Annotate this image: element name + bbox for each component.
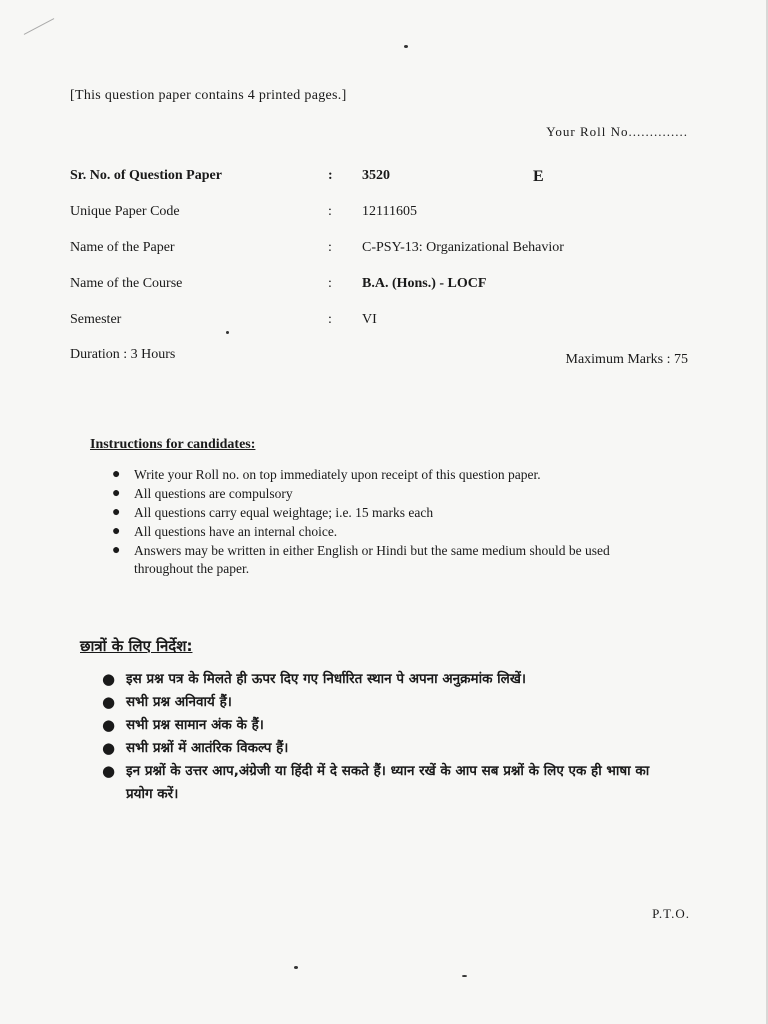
instruction-text: All questions have an internal choice. xyxy=(134,524,338,539)
duration: Duration : 3 Hours xyxy=(70,347,176,362)
list-item xyxy=(100,714,680,737)
instructions-list xyxy=(110,466,670,579)
detail-value: B.A. (Hons.) - LOCF xyxy=(362,276,487,291)
detail-label: Name of the Course xyxy=(70,276,183,291)
list-item xyxy=(100,691,680,714)
detail-label: Unique Paper Code xyxy=(70,204,180,219)
pen-mark xyxy=(24,18,54,35)
detail-row-semester xyxy=(70,312,710,332)
list-item xyxy=(110,504,670,522)
bullet-icon: ● xyxy=(112,467,121,482)
list-item xyxy=(110,485,670,503)
instruction-text: All questions are compulsory xyxy=(134,486,293,501)
detail-separator: : xyxy=(328,276,332,291)
hindi-instructions-list xyxy=(100,668,680,806)
hindi-instruction-text: इस प्रश्न पत्र के मिलते ही ऊपर दिए गए निर्धारित स्थान पे अपना अनुक्रमांक लिखें। xyxy=(126,671,526,687)
bullet-icon: ● xyxy=(102,693,116,711)
hindi-instruction-text: सभी प्रश्नों में आतंरिक विकल्प हैं। xyxy=(126,740,289,756)
list-item xyxy=(110,523,670,541)
hindi-instruction-text: इन प्रश्नों के उत्तर आप,अंग्रेजी या हिंदी में दे सकते हैं। ध्यान रखें के आप सब प्रश्नों के लिए एक ही भाषा का प्रयोग करें। xyxy=(126,763,650,802)
list-item xyxy=(110,466,670,484)
detail-value: C-PSY-13: Organizational Behavior xyxy=(362,240,564,255)
list-item xyxy=(100,760,680,806)
detail-separator: : xyxy=(328,240,332,255)
speck xyxy=(462,975,467,977)
detail-label: Name of the Paper xyxy=(70,240,175,255)
max-marks: Maximum Marks : 75 xyxy=(565,352,688,367)
bullet-icon: ● xyxy=(102,670,116,688)
header-note: [This question paper contains 4 printed pages.] xyxy=(70,88,347,103)
detail-row-paper-code xyxy=(70,204,710,224)
set-code: E xyxy=(533,168,544,185)
hindi-instruction-text: सभी प्रश्न सामान अंक के हैं। xyxy=(126,717,264,733)
instruction-text: All questions carry equal weightage; i.e. 15 marks each xyxy=(134,505,434,520)
detail-value: VI xyxy=(362,312,377,327)
hindi-instruction-text: सभी प्रश्न अनिवार्य हैं। xyxy=(126,694,232,710)
detail-row-course xyxy=(70,276,710,296)
detail-label: Sr. No. of Question Paper xyxy=(70,168,222,183)
detail-label: Semester xyxy=(70,312,122,327)
hindi-instructions-heading: छात्रों के लिए निर्देश: xyxy=(80,637,193,655)
roll-no-field: Your Roll No.............. xyxy=(546,124,688,139)
bullet-icon: ● xyxy=(112,505,121,520)
speck xyxy=(294,966,298,969)
bullet-icon: ● xyxy=(112,486,121,501)
list-item xyxy=(100,737,680,760)
detail-value: 3520 xyxy=(362,168,390,183)
bullet-icon: ● xyxy=(102,716,116,734)
list-item xyxy=(100,668,680,691)
detail-separator: : xyxy=(328,168,333,183)
bullet-icon: ● xyxy=(112,524,121,539)
bullet-icon: ● xyxy=(102,739,116,757)
detail-separator: : xyxy=(328,312,332,327)
instruction-text: Answers may be written in either English or Hindi but the same medium should be used throughout the paper. xyxy=(134,543,610,576)
detail-value: 12111605 xyxy=(362,204,417,219)
bullet-icon: ● xyxy=(112,543,121,558)
instructions-heading: Instructions for candidates: xyxy=(90,437,256,452)
detail-row-sr-no xyxy=(70,168,710,188)
list-item xyxy=(110,542,670,578)
detail-separator: : xyxy=(328,204,332,219)
instruction-text: Write your Roll no. on top immediately upon receipt of this question paper. xyxy=(134,467,541,482)
detail-row-paper-name xyxy=(70,240,710,260)
speck xyxy=(404,45,408,48)
bullet-icon: ● xyxy=(102,762,116,780)
pto-marker: P.T.O. xyxy=(652,906,690,921)
